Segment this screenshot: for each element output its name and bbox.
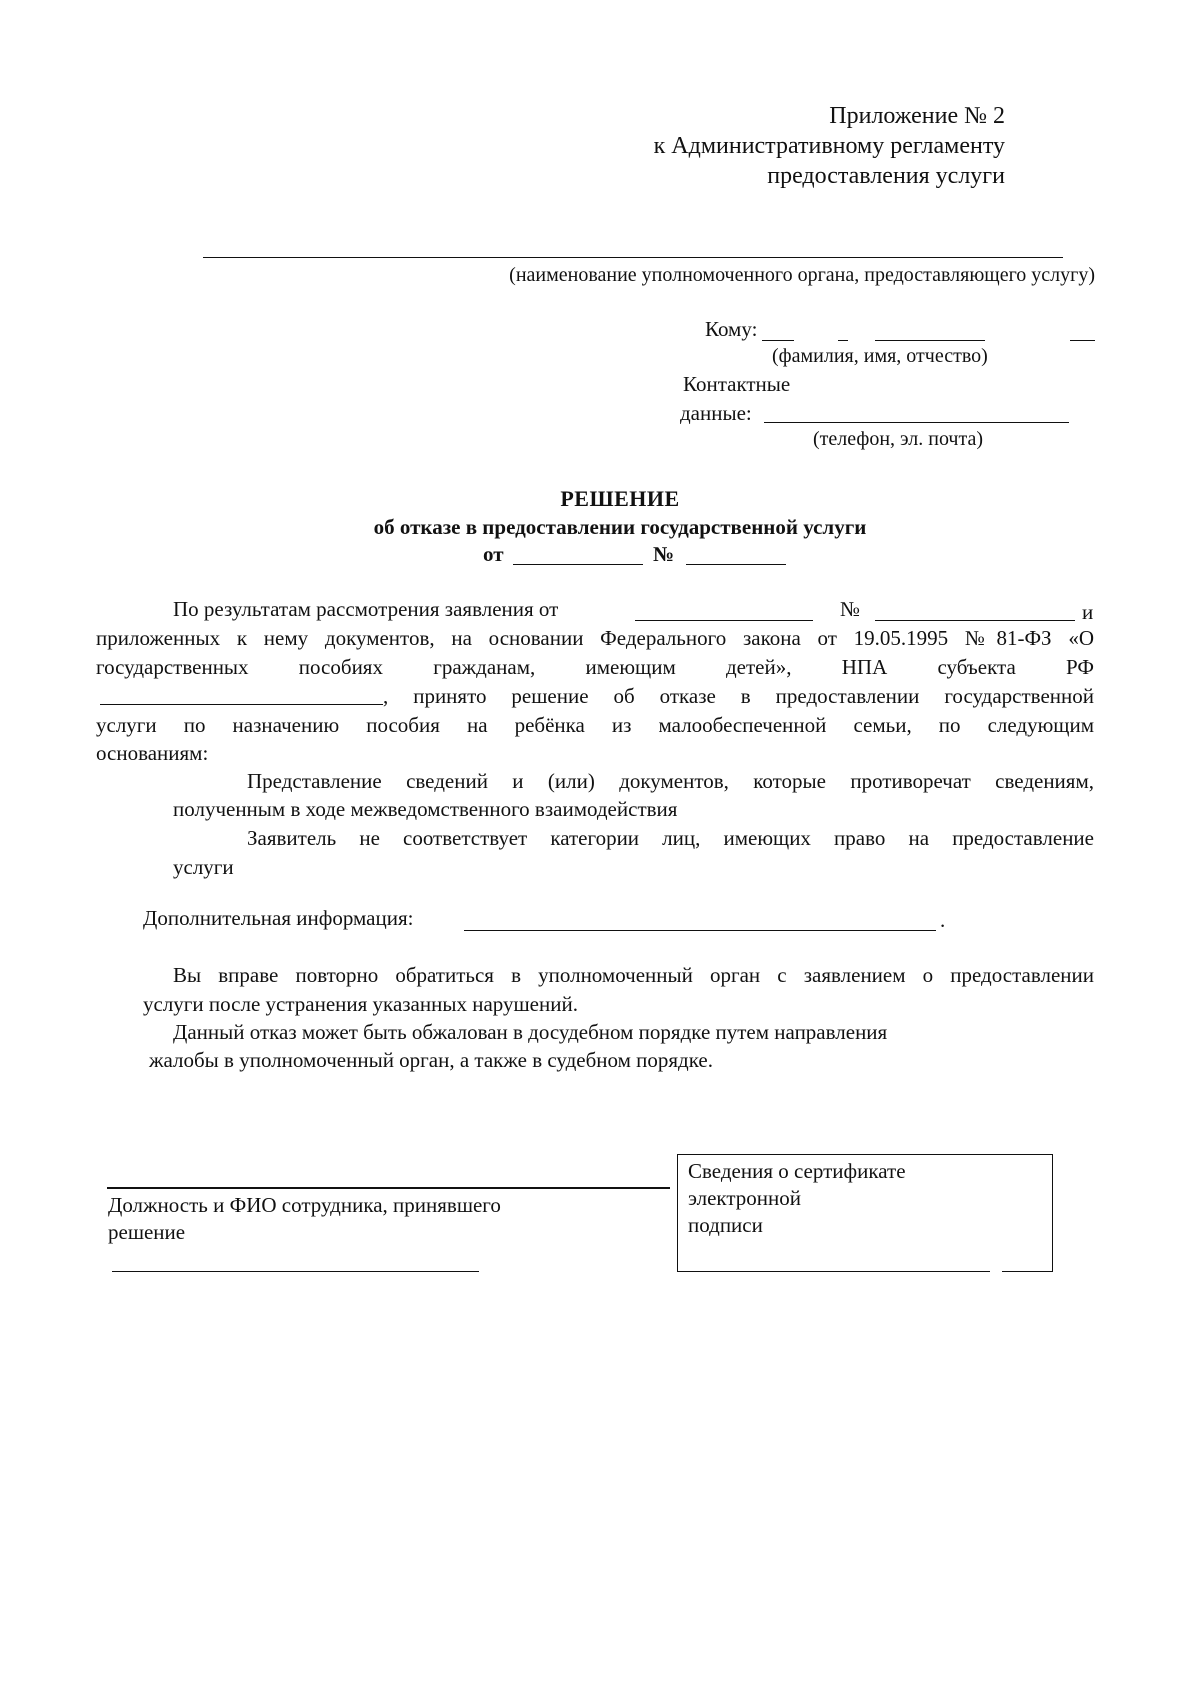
reason-2-line-2: услуги xyxy=(173,855,234,879)
certificate-line-1: Сведения о сертификате xyxy=(688,1159,906,1183)
application-number-field[interactable] xyxy=(875,620,1075,621)
contacts-caption: (телефон, эл. почта) xyxy=(813,428,984,450)
p1-line-4: , принято решение об отказе в предоставлении государственной xyxy=(383,684,1094,708)
contacts-field[interactable] xyxy=(764,422,1069,423)
application-number-label: № xyxy=(840,597,861,621)
p1-line-3 xyxy=(96,655,1094,680)
recipient-name-field-part-2[interactable] xyxy=(838,340,848,341)
p2-line-2: услуги после устранения указанных нарушений. xyxy=(143,992,578,1016)
p1-line-6: основаниям: xyxy=(96,741,209,765)
p1-and: и xyxy=(1082,600,1094,624)
decision-date-label: от xyxy=(483,542,504,566)
p1-line-5: услуги по назначению пособия на ребёнка из малообеспеченной семьи, по следующим xyxy=(96,713,1094,737)
recipient-name-field-part-3[interactable] xyxy=(875,340,985,341)
reason-1-line-2: полученным в ходе межведомственного взаимодействия xyxy=(173,797,678,821)
additional-info-label: Дополнительная информация: xyxy=(143,906,414,930)
officer-caption-line-1: Должность и ФИО сотрудника, принявшего xyxy=(108,1193,501,1217)
certificate-box-gap xyxy=(990,1269,1002,1273)
p1-line-3-word: РФ xyxy=(1066,655,1094,679)
recipient-name-field-part-4[interactable] xyxy=(1070,340,1095,341)
additional-info-field[interactable] xyxy=(464,930,936,931)
p1-line-3-word: гражданам, xyxy=(433,655,536,679)
appendix-line-1: Приложение № 2 xyxy=(829,103,1005,129)
decision-number-field[interactable] xyxy=(686,564,786,565)
p1-line-2: приложенных к нему документов, на основании Федерального закона от 19.05.1995 №81-ФЗ «О xyxy=(96,626,1094,650)
authority-caption: (наименование уполномоченного органа, предоставляющего услугу) xyxy=(509,264,1095,286)
decision-number-label: № xyxy=(653,542,675,566)
p1-start: По результатам рассмотрения заявления от xyxy=(173,597,559,621)
recipient-name-caption: (фамилия, имя, отчество) xyxy=(772,345,988,367)
appendix-line-2: к Административному регламенту xyxy=(653,133,1005,159)
p1-line-3-word: НПА xyxy=(841,655,888,679)
contacts-label-1: Контактные xyxy=(683,372,791,396)
reason-2-line-1: Заявитель не соответствует категории лиц, имеющих право на предоставление xyxy=(247,826,1094,850)
document-subtitle: об отказе в предоставлении государственной услуги xyxy=(373,515,867,539)
certificate-line-3: подписи xyxy=(688,1213,763,1237)
npa-field[interactable] xyxy=(100,704,383,705)
appendix-line-3: предоставления услуги xyxy=(767,163,1005,189)
officer-name-field[interactable] xyxy=(112,1271,479,1272)
p1-line-3-word: субъекта xyxy=(937,655,1016,679)
p1-line-3-word: пособиях xyxy=(298,655,383,679)
officer-caption-line-2: решение xyxy=(108,1220,186,1244)
p1-line-3-word: государственных xyxy=(96,655,249,679)
p1-line-3-word: имеющим xyxy=(585,655,676,679)
officer-signature-line[interactable] xyxy=(107,1187,670,1189)
decision-date-field[interactable] xyxy=(513,564,643,565)
reason-1-line-1: Представление сведений и (или) документов, которые противоречат сведениям, xyxy=(247,769,1094,793)
certificate-line-2: электронной xyxy=(688,1186,802,1210)
to-label: Кому: xyxy=(705,317,758,341)
additional-info-end: . xyxy=(940,908,946,932)
application-date-field[interactable] xyxy=(635,620,813,621)
p1-line-3-word: детей», xyxy=(726,655,792,679)
p3-line-1: Данный отказ может быть обжалован в досудебном порядке путем направления xyxy=(173,1020,888,1044)
p2-line-1: Вы вправе повторно обратиться в уполномоченный орган с заявлением о предоставлении xyxy=(173,963,1094,987)
document-title: РЕШЕНИЕ xyxy=(560,486,680,511)
authority-name-field[interactable] xyxy=(203,257,1063,258)
contacts-label-2: данные: xyxy=(680,401,752,425)
p3-line-2: жалобы в уполномоченный орган, а также в судебном порядке. xyxy=(149,1048,713,1072)
recipient-name-field-part-1[interactable] xyxy=(762,340,794,341)
